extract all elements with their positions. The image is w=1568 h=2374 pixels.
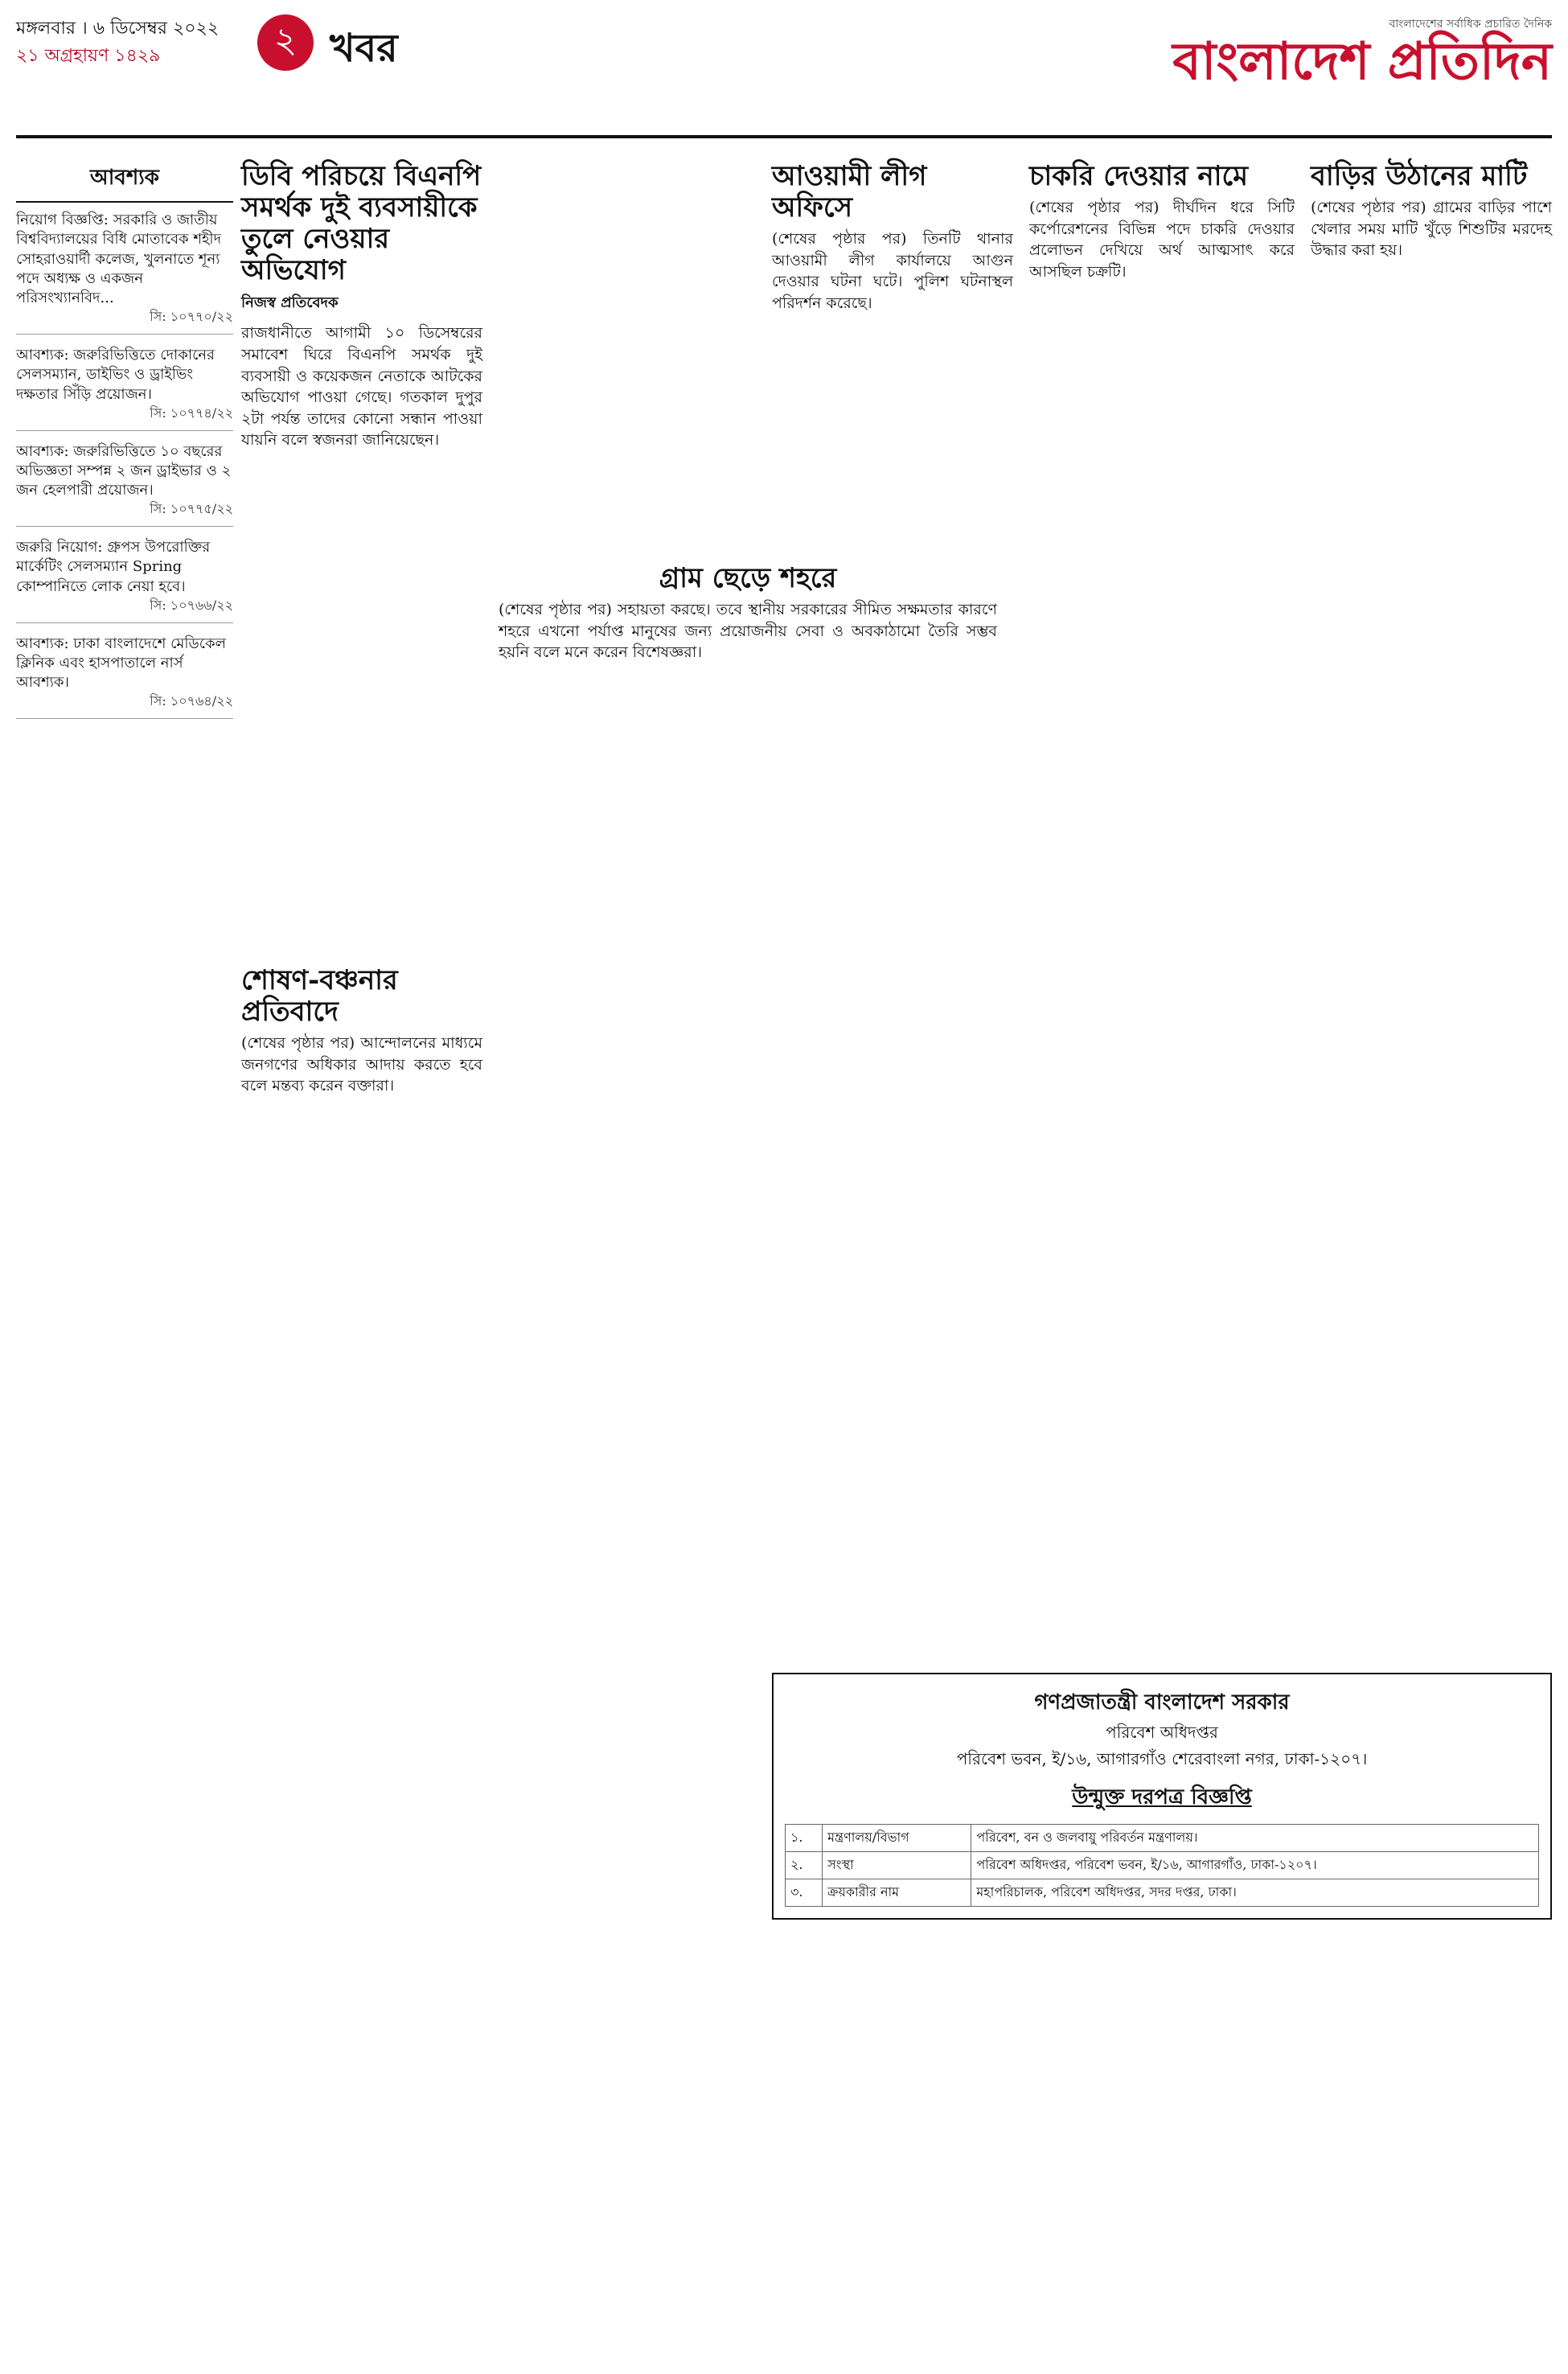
paper-logo	[1172, 14, 1552, 90]
news-story	[241, 965, 482, 1103]
news-story	[1311, 161, 1552, 268]
story-body: রাজধানীতে আগামী ১০ ডিসেম্বরের সমাবেশ ঘিরে বিএনপি সমর্থক দুই ব্যবসায়ী ও কয়েকজন নেতাকে আটকের অভিযোগ পাওয়া গেছে। গতকাল দুপুর ২টা পর্যন্ত তাদের কোনো সন্ধান পাওয়া যায়নি বলে স্বজনরা জানিয়েছেন।	[241, 324, 482, 450]
classified-ad-text: আবশ্যক: ঢাকা বাংলাদেশে মেডিকেল ক্লিনিক এবং হাসপাতালে নার্স আবশ্যক।	[16, 635, 227, 692]
story-headline: শোষণ-বঞ্চনার প্রতিবাদে	[241, 964, 398, 1029]
story-body: (শেষের পৃষ্ঠার পর) তিনটি থানার আওয়ামী লীগ কার্যালয়ে আগুন দেওয়ার ঘটনা ঘটে। পুলিশ ঘটনাস্থল পরিদর্শন করেছে।	[772, 230, 1013, 312]
story-headline: ডিবি পরিচয়ে বিএনপি সমর্থক দুই ব্যবসায়ীকে তুলে নেওয়ার অভিযোগ	[241, 160, 482, 287]
story-headline: আওয়ামী লীগ অফিসে	[772, 160, 927, 224]
classified-heading: আবশ্যক	[16, 161, 233, 203]
issue-date: মঙ্গলবার । ৬ ডিসেম্বর ২০২২	[16, 18, 220, 39]
table-cell: মন্ত্রণালয়/বিভাগ	[823, 1825, 971, 1852]
classified-ad-text: আবশ্যক: জরুরিভিত্তিতে দোকানের সেলসম্যান, ডাইভিং ও ড্রাইভিং দক্ষতার সিঁড়ি প্রয়োজন।	[16, 347, 215, 403]
tender-notice	[772, 1673, 1552, 1920]
masthead	[16, 14, 1552, 159]
table-cell: পরিবেশ, বন ও জলবায়ু পরিবর্তন মন্ত্রণালয়।	[971, 1825, 1539, 1852]
story-body: (শেষের পৃষ্ঠার পর) সহায়তা করছে। তবে স্থানীয় সরকারের সীমিত সক্ষমতার কারণে শহরে এখনো পর্যাপ্ত মানুষের জন্য প্রয়োজনীয় সেবা ও অবকাঠামো তৈরি সম্ভব হয়নি বলে মনে করেন বিশেষজ্ঞরা।	[499, 601, 997, 662]
classified-ad-text: নিয়োগ বিজ্ঞপ্তি: সরকারি ও জাতীয় বিশ্ববিদ্যালয়ের বিধি মোতাবেক শহীদ সোহরাওয়ার্দী কলেজ, খুলনাতে শূন্য পদে অধ্যক্ষ ও একজন পরিসংখ্যানবিদ...	[16, 212, 222, 307]
classified-ad	[16, 211, 233, 335]
news-story	[241, 161, 482, 458]
notice-department: পরিবেশ অধিদপ্তর	[1106, 1723, 1218, 1742]
news-story	[772, 161, 1013, 321]
story-headline: চাকরি দেওয়ার নামে	[1029, 160, 1249, 192]
table-cell: ২.	[786, 1852, 823, 1879]
story-body: (শেষের পৃষ্ঠার পর) আন্দোলনের মাধ্যমে জনগণের অধিকার আদায় করতে হবে বলে মন্তব্য করেন বক্তারা।	[241, 1034, 482, 1095]
table-cell: ক্রয়কারীর নাম	[823, 1879, 971, 1907]
table-cell: সংস্থা	[823, 1852, 971, 1879]
issue-date-bangla: ২১ অগ্রহায়ণ ১৪২৯	[16, 46, 161, 66]
notice-address: পরিবেশ ভবন, ই/১৬, আগারগাঁও শেরেবাংলা নগর, ঢাকা-১২০৭।	[956, 1749, 1368, 1768]
classified-ad-ref: সি: ১০৭৭৪/২২	[150, 405, 233, 421]
table-row	[786, 1852, 1539, 1879]
story-body: (শেষের পৃষ্ঠার পর) দীর্ঘদিন ধরে সিটি কর্পোরেশনের বিভিন্ন পদে চাকরি দেওয়ার প্রলোভন দেখিয়ে অর্থ আত্মসাৎ করে আসছিল চক্রটি।	[1029, 199, 1295, 281]
story-headline: বাড়ির উঠানের মাটি	[1311, 160, 1528, 192]
classified-ad-ref: সি: ১০৭৭০/২২	[150, 309, 233, 325]
classified-ad	[16, 635, 233, 719]
classified-ad	[16, 346, 233, 430]
notice-government-title: গণপ্রজাতন্ত্রী বাংলাদেশ সরকার	[1034, 1690, 1290, 1715]
paper-tagline: বাংলাদেশের সর্বাধিক প্রচারিত দৈনিক	[1389, 18, 1552, 31]
classified-ad-ref: সি: ১০৭৬৬/২২	[150, 597, 233, 613]
classified-ad	[16, 538, 233, 622]
table-cell: মহাপরিচালক, পরিবেশ অধিদপ্তর, সদর দপ্তর, ঢাকা।	[971, 1879, 1539, 1907]
story-body: (শেষের পৃষ্ঠার পর) গ্রামের বাড়ির পাশে খেলার সময় মাটি খুঁড়ে শিশুটির মরদেহ উদ্ধার করা হয়।	[1311, 199, 1552, 260]
story-byline: নিজস্ব প্রতিবেদক	[241, 294, 339, 312]
section-title: খবর	[330, 26, 398, 71]
notice-table	[785, 1824, 1539, 1907]
notice-heading: উন্মুক্ত দরপত্র বিজ্ঞপ্তি	[1072, 1785, 1252, 1809]
table-cell: পরিবেশ অধিদপ্তর, পরিবেশ ভবন, ই/১৬, আগারগাঁও, ঢাকা-১২০৭।	[971, 1852, 1539, 1879]
story-headline: গ্রাম ছেড়ে শহরে	[659, 562, 837, 594]
classified-column	[16, 161, 233, 730]
classified-ad-text: জরুরি নিয়োগ: গ্রুপস উপরোক্তির মার্কেটিং সেলসম্যান Spring কোম্পানিতে লোক নেয়া হবে।	[16, 539, 211, 595]
classified-ad-text: আবশ্যক: জরুরিভিত্তিতে ১০ বছরের অভিজ্ঞতা সম্পন্ন ২ জন ড্রাইভার ও ২ জন হেলপারী প্রয়োজন।	[16, 442, 232, 499]
table-row	[786, 1825, 1539, 1852]
table-row	[786, 1879, 1539, 1907]
table-cell: ১.	[786, 1825, 823, 1852]
classified-ad-ref: সি: ১০৭৬৪/২২	[150, 693, 233, 709]
news-story	[499, 563, 997, 670]
classified-ad	[16, 442, 233, 527]
masthead-rule	[16, 135, 1552, 138]
classified-ad-ref: সি: ১০৭৭৫/২২	[150, 501, 233, 517]
table-cell: ৩.	[786, 1879, 823, 1907]
page-number-badge: ২	[257, 14, 314, 71]
paper-title: বাংলাদেশ প্রতিদিন	[1172, 31, 1552, 92]
news-story	[1029, 161, 1295, 289]
